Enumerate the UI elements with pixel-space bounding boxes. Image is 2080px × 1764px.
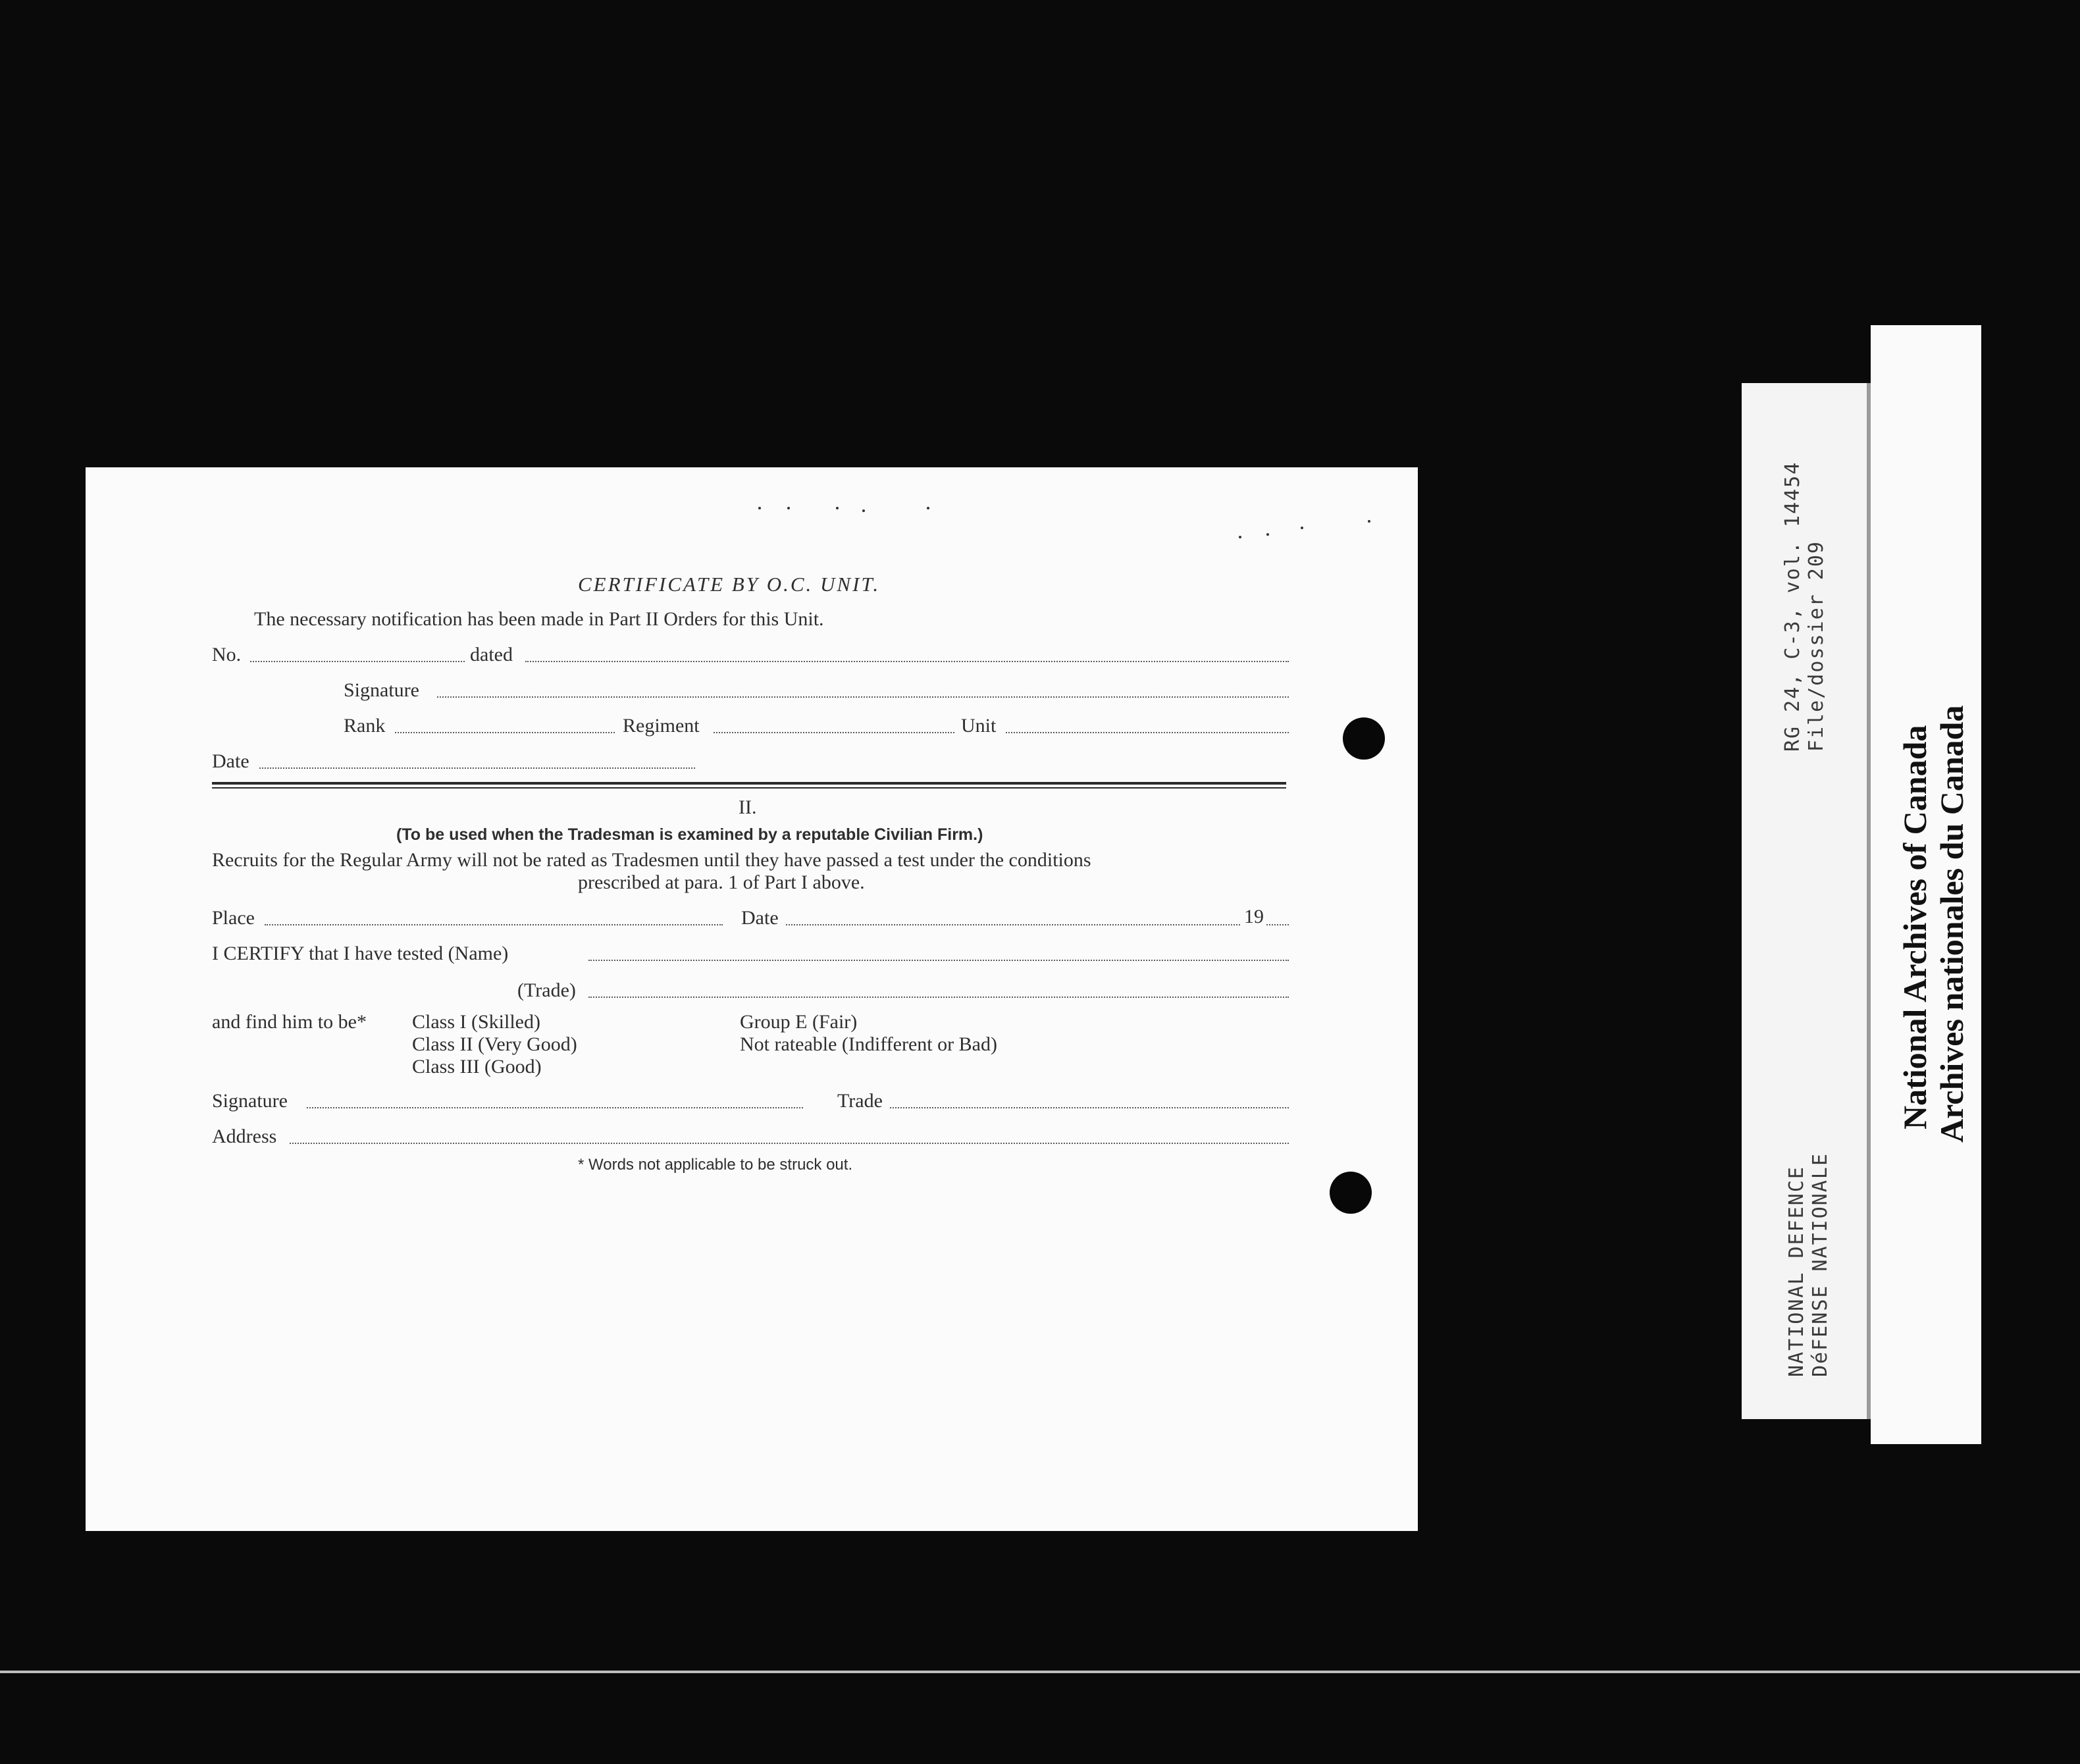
department-line1: NATIONAL DEFENCE [1785, 1166, 1808, 1377]
recruits-text-line2: prescribed at para. 1 of Part I above. [578, 871, 865, 893]
address-label: Address [212, 1126, 277, 1147]
speck [1266, 533, 1269, 536]
class-option: Class I (Skilled) [412, 1011, 540, 1033]
reference-line2: File/dossier 209 [1805, 540, 1828, 752]
speck [927, 507, 929, 509]
signature-label: Signature [344, 679, 419, 701]
reference-line1: RG 24, C-3, vol. 14454 [1781, 461, 1804, 752]
group-option: Group E (Fair) [740, 1011, 858, 1033]
certificate-title: CERTIFICATE BY O.C. UNIT. [578, 573, 881, 596]
date-field[interactable] [259, 767, 695, 769]
signature-field[interactable] [437, 696, 1289, 698]
trade-field-1[interactable] [588, 997, 1289, 998]
certify-label: I CERTIFY that I have tested (Name) [212, 943, 509, 964]
find-label: and find him to be* [212, 1011, 367, 1033]
binder-hole [1330, 1172, 1372, 1214]
year-field[interactable] [1266, 924, 1289, 925]
dated-field[interactable] [525, 661, 1289, 662]
trade-field-2[interactable] [890, 1107, 1289, 1108]
trade-label: Trade [837, 1090, 883, 1112]
recruits-text-line1: Recruits for the Regular Army will not be rated as Tradesmen until they have passed a test under the conditions [212, 849, 1091, 871]
notification-text: The necessary notification has been made in Part II Orders for this Unit. [254, 608, 824, 630]
speck [836, 507, 839, 509]
speck [758, 507, 761, 509]
trade-paren-label: (Trade) [517, 979, 576, 1001]
speck [862, 509, 865, 512]
speck [787, 507, 790, 509]
signature-field-2[interactable] [307, 1107, 803, 1108]
signature-label-2: Signature [212, 1090, 288, 1112]
regiment-label: Regiment [623, 715, 700, 737]
section-divider [212, 782, 1286, 785]
stamp-line2: Archives nationales du Canada [1933, 705, 1970, 1143]
section-ii-subtitle: (To be used when the Tradesman is examined by a reputable Civilian Firm.) [396, 825, 983, 844]
section-divider [212, 787, 1286, 789]
date-field-2[interactable] [786, 924, 1240, 925]
binder-hole [1343, 717, 1385, 760]
no-field[interactable] [250, 661, 465, 662]
speck [1368, 520, 1370, 523]
address-field[interactable] [290, 1143, 1289, 1144]
class-option: Class III (Good) [412, 1056, 542, 1077]
year-prefix: 19 [1244, 906, 1264, 927]
date-label: Date [212, 750, 249, 772]
department-line2: DéFENSE NATIONALE [1809, 1152, 1832, 1377]
dated-label: dated [470, 644, 513, 665]
speck [1239, 536, 1241, 538]
class-option: Class II (Very Good) [412, 1033, 577, 1055]
speck [1301, 527, 1303, 529]
no-label: No. [212, 644, 242, 665]
stamp-line1: National Archives of Canada [1896, 725, 1933, 1129]
unit-label: Unit [961, 715, 997, 737]
footnote: * Words not applicable to be struck out. [578, 1156, 853, 1174]
archive-reference-label [1742, 383, 1867, 1419]
form-card [86, 467, 1418, 1531]
rank-field[interactable] [395, 732, 615, 733]
archive-stamp-label [1871, 325, 1981, 1444]
name-field[interactable] [588, 960, 1289, 961]
regiment-field[interactable] [714, 732, 954, 733]
frame-edge [0, 1671, 2080, 1673]
section-ii-heading: II. [739, 796, 757, 818]
unit-field[interactable] [1006, 732, 1289, 733]
rank-label: Rank [344, 715, 386, 737]
place-label: Place [212, 907, 255, 929]
place-field[interactable] [265, 924, 723, 925]
date-label-2: Date [741, 907, 779, 929]
group-option: Not rateable (Indifferent or Bad) [740, 1033, 997, 1055]
